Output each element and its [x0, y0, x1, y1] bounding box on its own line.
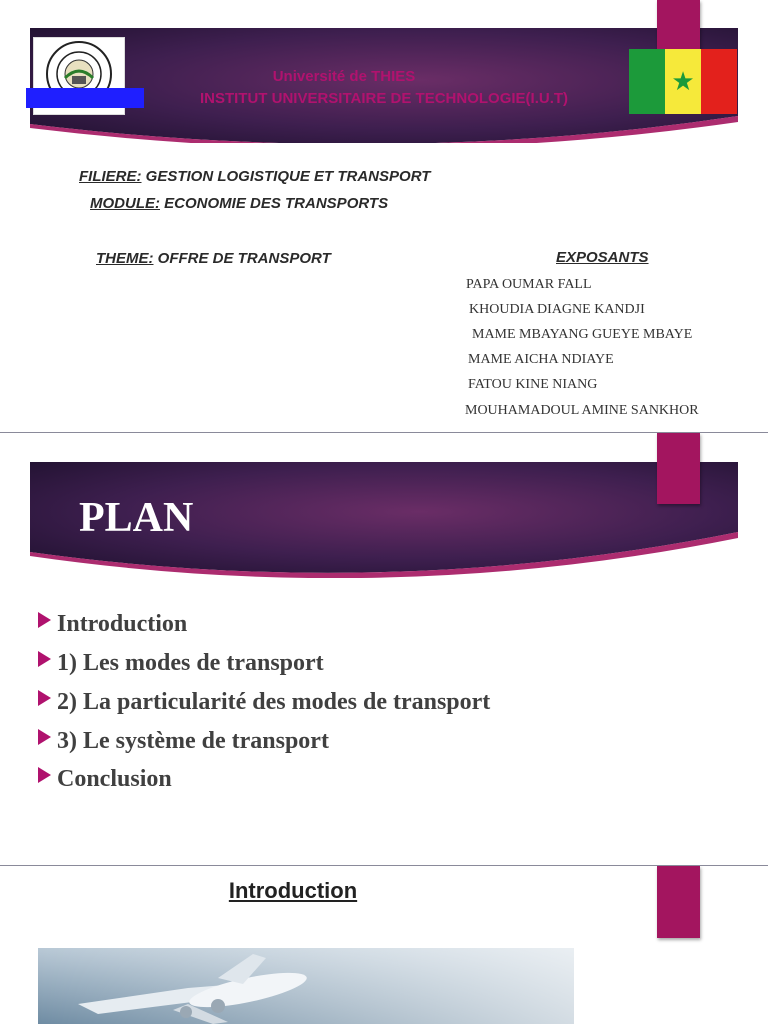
plan-item: [38, 766, 172, 793]
triangle-bullet-icon: [38, 651, 51, 667]
theme-line: [96, 250, 331, 267]
accent-tab: [657, 866, 700, 938]
intro-title: Introduction: [228, 878, 358, 903]
flag-green-band: [629, 49, 665, 114]
presenters-title: EXPOSANTS: [556, 249, 649, 266]
presenter-name: KHOUDIA DIAGNE KANDJI: [469, 302, 645, 317]
airplane-photo: [38, 948, 574, 1024]
filiere-value: GESTION LOGISTIQUE ET TRANSPORT: [145, 168, 431, 185]
university-name: Université de THIES: [272, 68, 416, 85]
accent-tab: [657, 0, 700, 50]
flag-star-icon: ★: [671, 66, 695, 96]
module-value: ECONOMIE DES TRANSPORTS: [164, 195, 389, 212]
triangle-bullet-icon: [38, 767, 51, 783]
module-line: [90, 195, 388, 212]
slide-title: [0, 0, 768, 432]
module-label: MODULE:: [90, 195, 160, 212]
triangle-bullet-icon: [38, 612, 51, 628]
plan-item: [38, 611, 187, 638]
presenter-name: MOUHAMADOUL AMINE SANKHOR: [465, 403, 699, 418]
accent-tab: [657, 433, 700, 504]
senegal-flag: [629, 49, 737, 114]
triangle-bullet-icon: [38, 690, 51, 706]
institute-name: INSTITUT UNIVERSITAIRE DE TECHNOLOGIE(I.U.T): [199, 90, 569, 107]
presenter-name: MAME MBAYANG GUEYE MBAYE: [472, 327, 693, 342]
triangle-bullet-icon: [38, 729, 51, 745]
plan-item: [38, 689, 490, 716]
filiere-line: [79, 168, 430, 185]
flag-red-band: [701, 49, 737, 114]
theme-label: THEME:: [96, 250, 154, 267]
plan-item-label: 1) Les modes de transport: [57, 650, 324, 676]
plan-item-label: Introduction: [57, 611, 188, 637]
presenter-name: PAPA OUMAR FALL: [466, 277, 592, 292]
plan-item-label: 3) Le système de transport: [57, 728, 329, 754]
theme-value: OFFRE DE TRANSPORT: [157, 250, 331, 267]
plan-item-label: Conclusion: [57, 766, 172, 792]
plan-title: PLAN: [79, 495, 194, 541]
plan-item: [38, 728, 329, 755]
slide-plan: [0, 433, 768, 865]
filiere-label: FILIERE:: [79, 168, 142, 185]
presenter-name: FATOU KINE NIANG: [468, 377, 598, 392]
plan-item: [38, 650, 324, 677]
presenter-name: MAME AICHA NDIAYE: [468, 352, 614, 367]
plan-item-label: 2) La particularité des modes de transport: [57, 689, 491, 715]
